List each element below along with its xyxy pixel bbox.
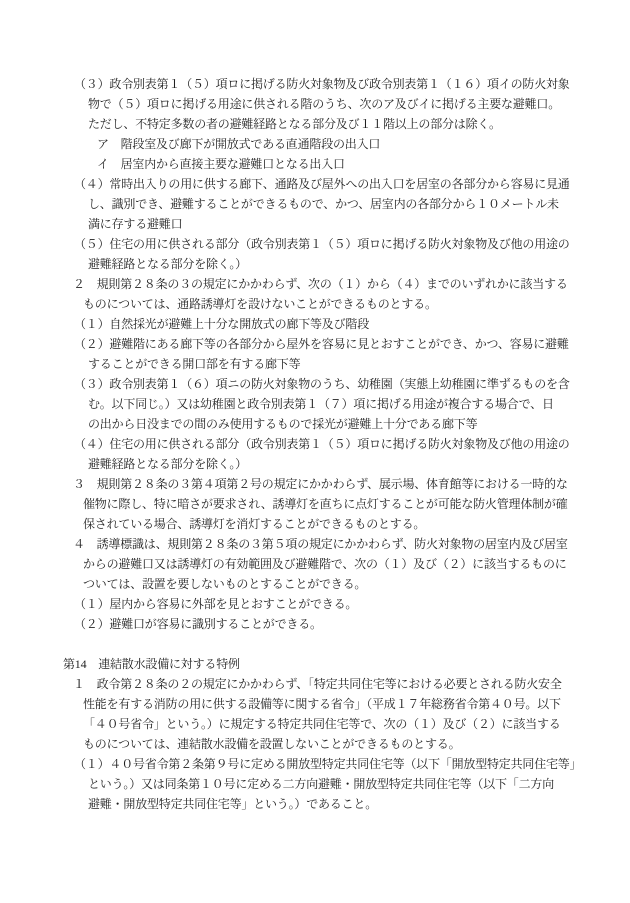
text-line: の出から日没までの間のみ使用するもので採光が避難上十分である廊下等 <box>88 417 478 431</box>
text-line: 「４０号省令」という。）に規定する特定共同住宅等で、次の（１）及び（２）に該当する <box>83 717 561 731</box>
text-line: ４ 誘導標識は、規則第２８条の３第５項の規定にかかわらず、防火対象物の居室内及び居室 <box>73 537 568 551</box>
text-line: 保されている場合、誘導灯を消灯することができるものとする。 <box>83 517 426 531</box>
text-line: ３ 規則第２８条の３第４項第２号の規定にかかわらず、展示場、体育館等における一時的な <box>73 477 568 491</box>
text-line: （１）屋内から容易に外部を見とおすことができる。 <box>74 597 358 611</box>
text-line: 避難経路となる部分を除く。） <box>88 257 247 271</box>
text-line: 催物に際し、特に暗さが要求され、誘導灯を直ちに点灯することが可能な防火管理体制が確 <box>83 497 568 511</box>
text-line: （３）政令別表第１（５）項ロに掲げる防火対象物及び政令別表第１（１６）項イの防火対象 <box>74 77 570 91</box>
text-line: （１）自然採光が避難上十分な開放式の廊下等及び階段 <box>74 317 370 331</box>
text-line: からの避難口又は誘導灯の有効範囲及び避難階で、次の（１）及び（２）に該当するものに <box>83 557 567 571</box>
blank-line <box>63 634 611 654</box>
text-line: （４）常時出入りの用に供する廊下、通路及び屋外への出入口を居室の各部分から容易に見通 <box>74 177 570 191</box>
text-line: （１）４０号省令第２条第９号に定める開放型特定共同住宅等（以下「開放型特定共同住宅等」 <box>74 757 582 771</box>
text-line: （５）住宅の用に供される部分（政令別表第１（５）項ロに掲げる防火対象物及び他の用途の <box>74 237 570 251</box>
text-line: （４）住宅の用に供される部分（政令別表第１（５）項ロに掲げる防火対象物及び他の用途の <box>74 437 570 451</box>
text-line: 物で（５）項ロに掲げる用途に供される階のうち、次のア及びイに掲げる主要な避難口。 <box>88 97 561 111</box>
text-line: ア 階段室及び廊下が開放式である直通階段の出入口 <box>97 137 381 151</box>
text-line: （２）避難口が容易に識別することができる。 <box>74 617 322 631</box>
text-line: することができる開口部を有する廊下等 <box>88 357 301 371</box>
text-line: ２ 規則第２８条の３の規定にかかわらず、次の（１）から（４）までのいずれかに該当する <box>73 277 568 291</box>
document-text-block <box>63 74 611 814</box>
text-line: イ 居室内から直接主要な避難口となる出入口 <box>97 157 345 171</box>
text-line: む。以下同じ。）又は幼稚園と政令別表第１（７）項に掲げる用途が複合する場合で、日 <box>88 397 554 411</box>
text-line: 性能を有する消防の用に供する設備等に関する省令」（平成１７年総務省令第４０号。以下 <box>83 697 561 711</box>
text-line: 避難経路となる部分を除く。） <box>88 457 247 471</box>
text-line: （２）避難階にある廊下等の各部分から屋外を容易に見とおすことができ、かつ、容易に避難 <box>74 337 569 351</box>
text-line: １ 政令第２８条の２の規定にかかわらず、「特定共同住宅等における必要とされる防火安全 <box>73 677 562 691</box>
text-line: 避難・開放型特定共同住宅等」という。）であること。 <box>88 797 378 811</box>
text-line: ものについては、通路誘導灯を設けないことができるものとする。 <box>83 297 437 311</box>
text-line: ものについては、連結散水設備を設置しないことができるものとする。 <box>83 737 461 751</box>
text-line: （３）政令別表第１（６）項ニの防火対象物のうち、幼稚園（実態上幼稚園に準ずるものを含 <box>74 377 570 391</box>
text-line: ついては、設置を要しないものとすることができる。 <box>83 577 367 591</box>
text-line: し、識別でき、避難することができるもので、かつ、居室内の各部分から１０メートル未 <box>88 197 559 211</box>
text-line: ただし、不特定多数の者の避難経路となる部分及び１１階以上の部分は除く。 <box>88 117 501 131</box>
text-line: という。）又は同条第１０号に定める二方向避難・開放型特定共同住宅等（以下「二方向 <box>88 777 555 791</box>
text-line: 満に存する避難口 <box>88 217 183 231</box>
section-heading: 第14 連結散水設備に対する特例 <box>63 657 240 671</box>
